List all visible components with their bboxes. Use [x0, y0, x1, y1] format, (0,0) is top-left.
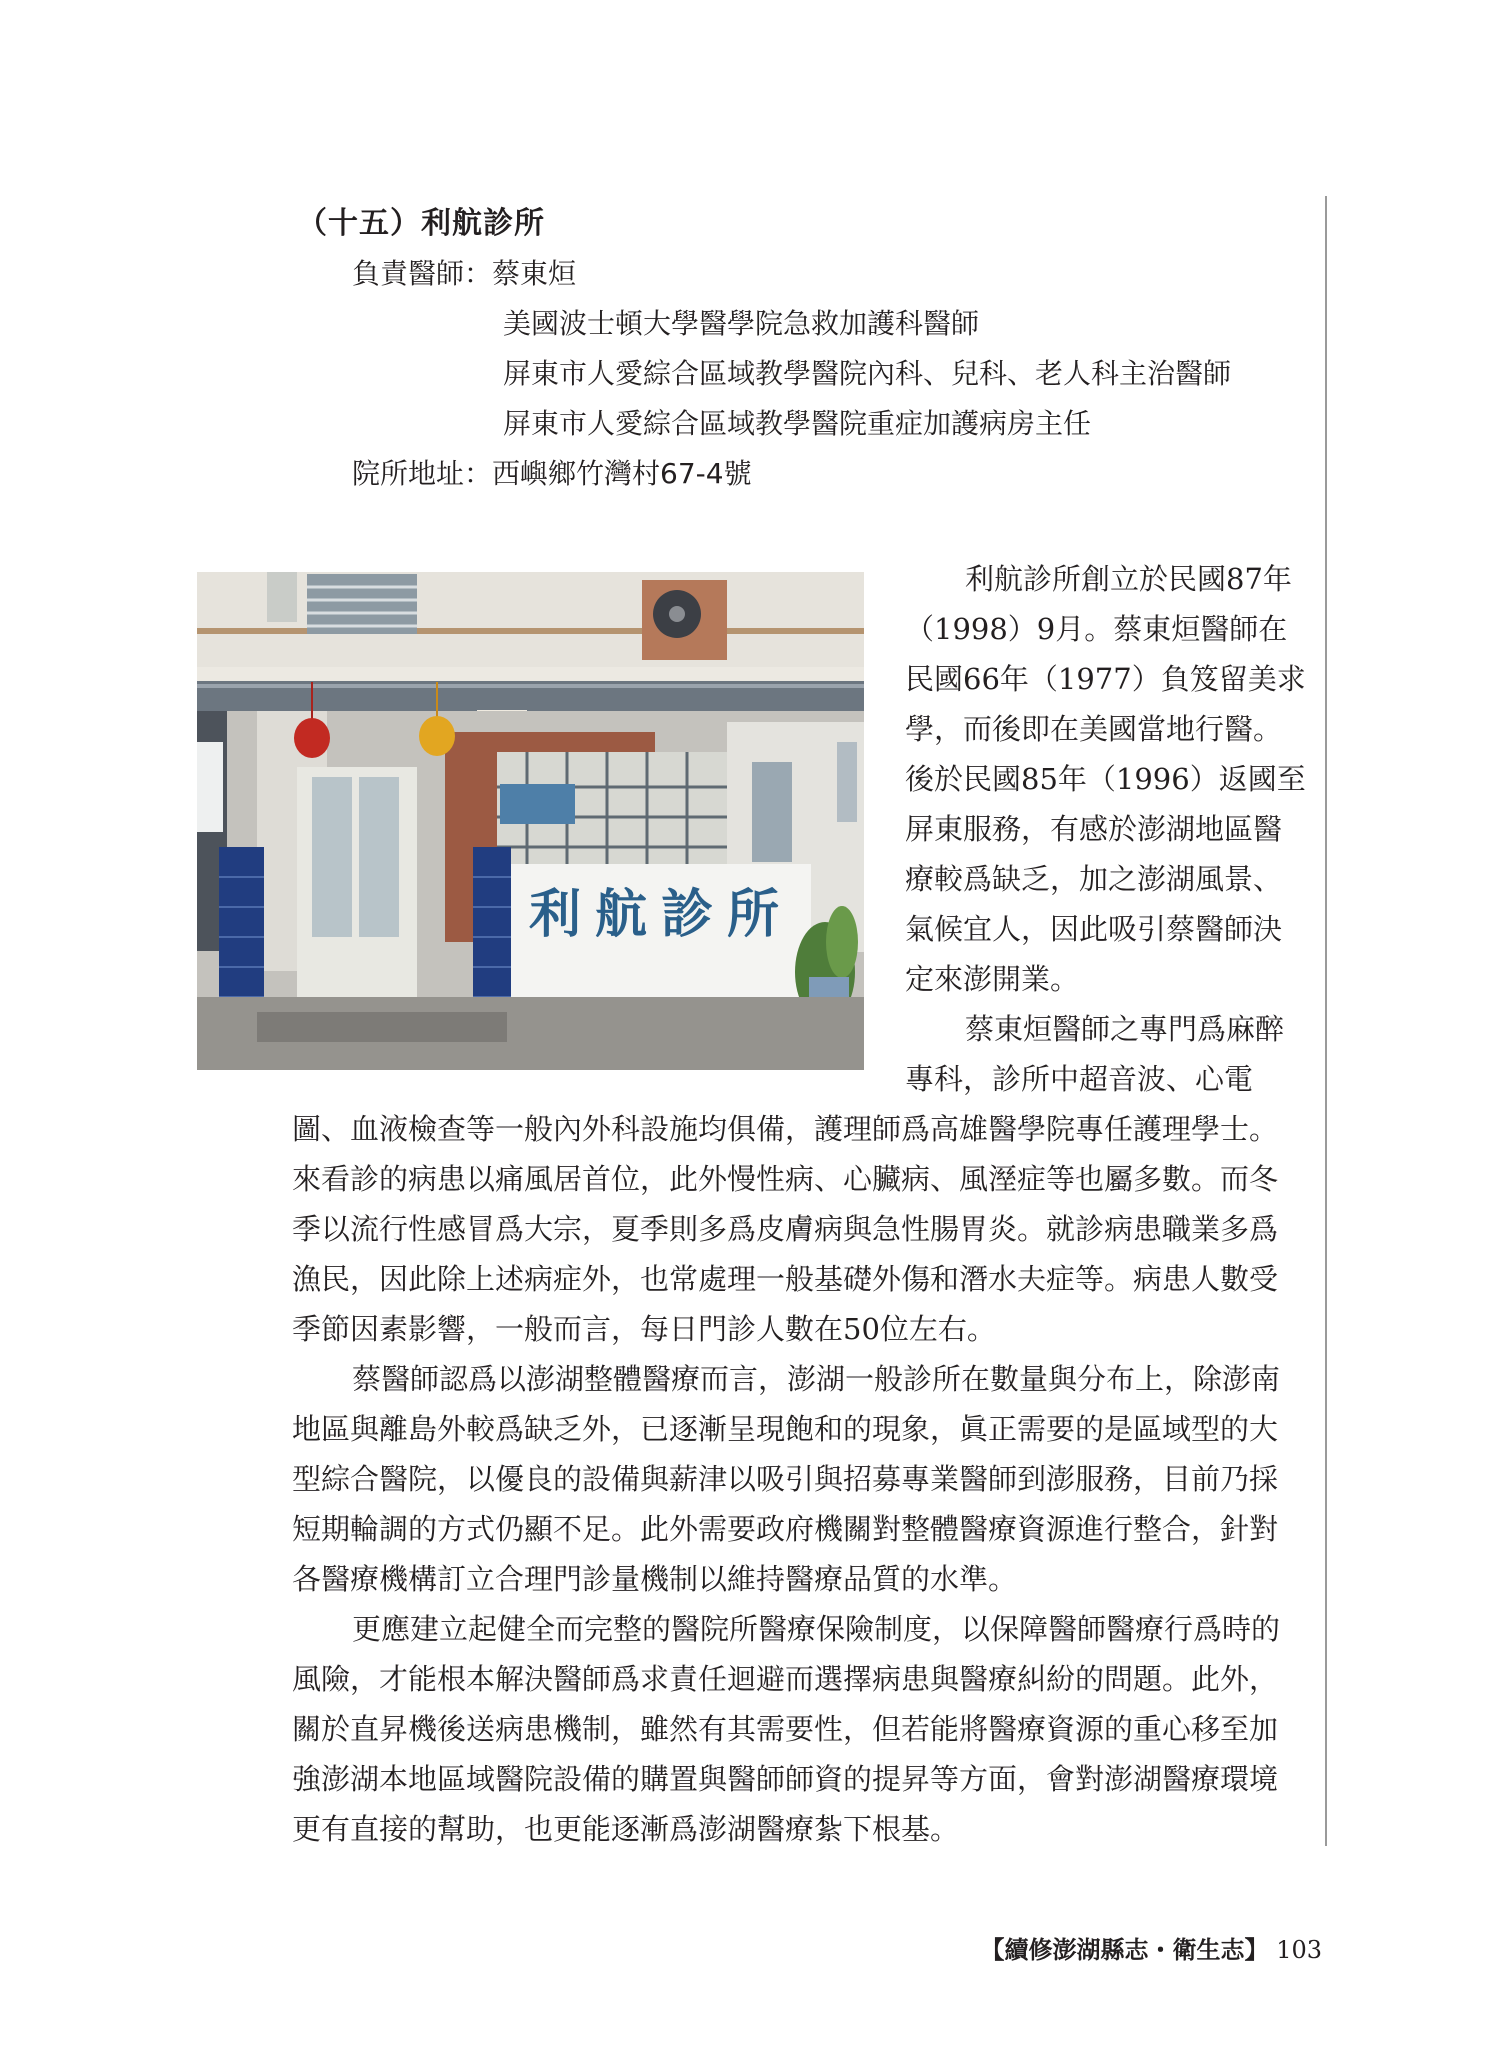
clinic-sign-text: 利航診所 [528, 884, 794, 945]
body-line: 圖、血液檢查等一般內外科設施均俱備，護理師爲高雄醫學院專任護理學士。 [292, 1112, 1279, 1146]
footer-title: 【續修澎湖縣志・衛生志】 [980, 1935, 1269, 1964]
body-line: 更有直接的幫助，也更能逐漸爲澎湖醫療紮下根基。 [292, 1812, 960, 1846]
side-line: 民國66年（1977）負笈留美求 [905, 662, 1306, 696]
page-footer [981, 1930, 1322, 1965]
credential-line: 屏東市人愛綜合區域教學醫院重症加護病房主任 [503, 407, 1092, 440]
margin-rule [1325, 196, 1327, 1846]
page-number: 103 [1276, 1936, 1322, 1964]
body-line: 地區與離島外較爲缺乏外，已逐漸呈現飽和的現象，眞正需要的是區域型的大 [292, 1412, 1279, 1446]
body-line: 蔡醫師認爲以澎湖整體醫療而言，澎湖一般診所在數量與分布上，除澎南 [352, 1362, 1281, 1396]
side-line: （1998）9月。蔡東烜醫師在 [905, 612, 1288, 646]
body-line: 關於直昇機後送病患機制，雖然有其需要性，但若能將醫療資源的重心移至加 [292, 1712, 1279, 1746]
doctor-row [352, 252, 576, 292]
credential-line: 屏東市人愛綜合區域教學醫院內科、兒科、老人科主治醫師 [503, 357, 1232, 390]
body-line: 風險，才能根本解決醫師爲求責任迴避而選擇病患與醫療糾紛的問題。此外， [292, 1662, 1279, 1696]
address-row [352, 452, 752, 492]
credential-line: 美國波士頓大學醫學院急救加護科醫師 [503, 307, 980, 340]
side-line: 療較爲缺乏，加之澎湖風景、 [905, 862, 1283, 896]
body-line: 季以流行性感冒爲大宗，夏季則多爲皮膚病與急性腸胃炎。就診病患職業多爲 [292, 1212, 1279, 1246]
address-value: 西嶼鄉竹灣村67-4號 [492, 457, 752, 490]
side-line: 學，而後即在美國當地行醫。 [905, 712, 1283, 746]
body-line: 短期輪調的方式仍顯不足。此外需要政府機關對整體醫療資源進行整合，針對 [292, 1512, 1279, 1546]
body-line: 型綜合醫院，以優良的設備與薪津以吸引與招募專業醫師到澎服務，目前乃採 [292, 1462, 1279, 1496]
side-line: 利航診所創立於民國87年 [965, 562, 1292, 596]
side-line: 蔡東烜醫師之專門爲麻醉 [965, 1012, 1285, 1046]
body-line: 更應建立起健全而完整的醫院所醫療保險制度，以保障醫師醫療行爲時的 [352, 1612, 1281, 1646]
side-line: 後於民國85年（1996）返國至 [905, 762, 1306, 796]
section-heading: （十五）利航診所 [297, 206, 545, 241]
side-line: 定來澎開業。 [905, 962, 1080, 996]
side-line: 氣候宜人，因此吸引蔡醫師決 [905, 912, 1283, 946]
address-label: 院所地址： [352, 457, 493, 490]
doctor-label: 負責醫師： [352, 257, 493, 290]
body-line: 漁民，因此除上述病症外，也常處理一般基礎外傷和潛水夫症等。病患人數受 [292, 1262, 1279, 1296]
clinic-photo [197, 572, 864, 1070]
body-line: 來看診的病患以痛風居首位，此外慢性病、心臟病、風溼症等也屬多數。而冬 [292, 1162, 1279, 1196]
body-line: 各醫療機構訂立合理門診量機制以維持醫療品質的水準。 [292, 1562, 1018, 1596]
side-line: 專科，診所中超音波、心電 [905, 1062, 1254, 1096]
body-line: 強澎湖本地區域醫院設備的購置與醫師師資的提昇等方面，會對澎湖醫療環境 [292, 1762, 1279, 1796]
body-line: 季節因素影響，一般而言，每日門診人數在50位左右。 [292, 1312, 996, 1346]
side-line: 屏東服務，有感於澎湖地區醫 [905, 812, 1283, 846]
doctor-name: 蔡東烜 [492, 257, 577, 290]
